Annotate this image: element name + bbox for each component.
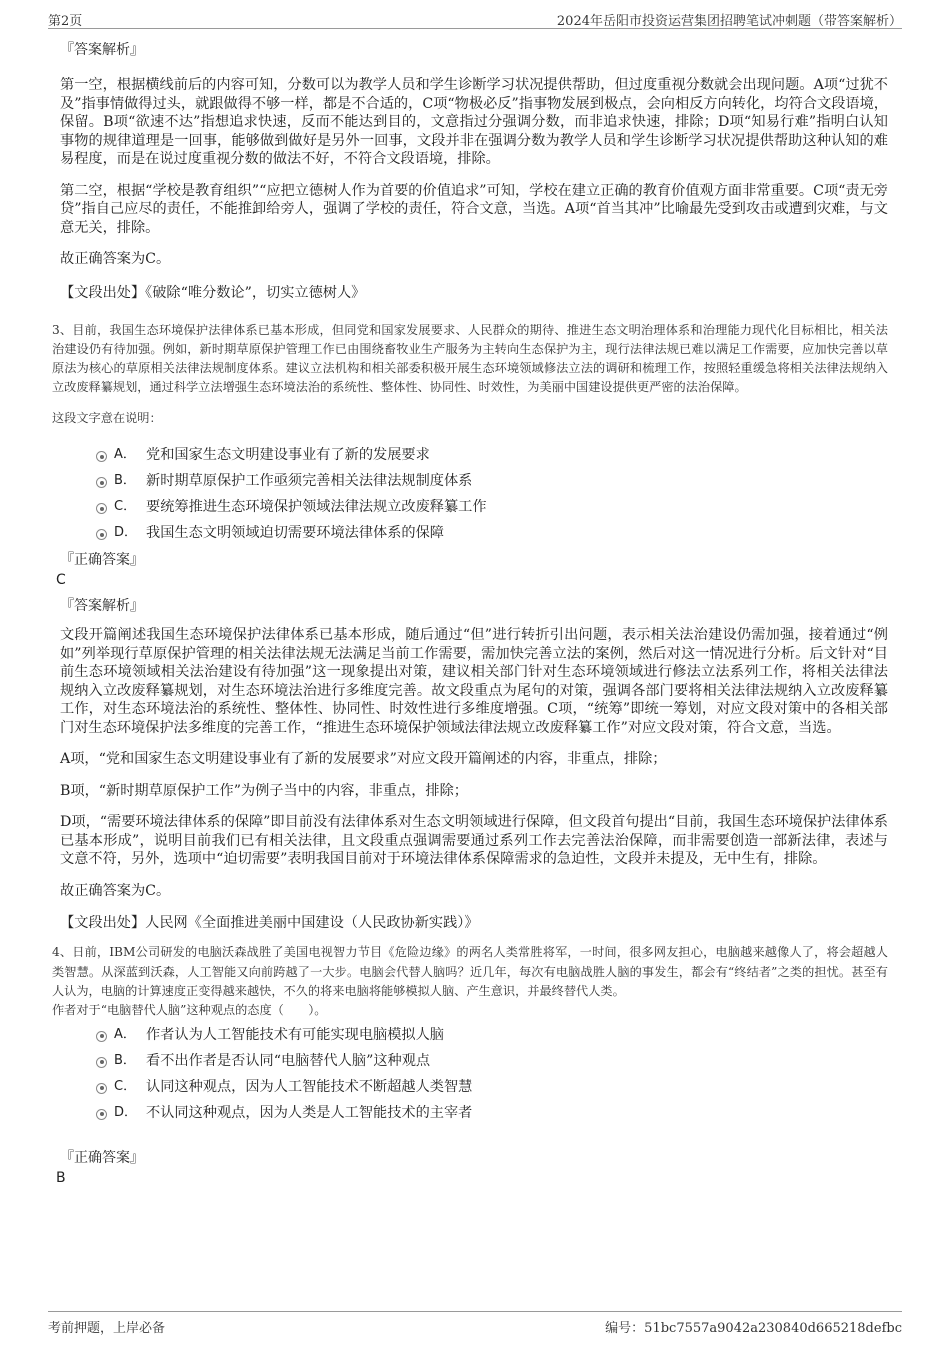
correct-answer-label: 『正确答案』 — [60, 552, 144, 569]
option-b[interactable] — [96, 468, 888, 494]
option-letter: A． — [114, 1026, 136, 1042]
option-letter: B． — [114, 1052, 136, 1068]
option-letter: D． — [114, 525, 138, 541]
option-d[interactable] — [96, 1100, 888, 1126]
answer-statement: 故正确答案为C。 — [60, 251, 171, 267]
source-citation: 【文段出处】人民网《全面推进美丽中国建设（人民政协新实践）》 — [60, 915, 479, 932]
radio-icon[interactable] — [96, 477, 107, 488]
option-letter: B． — [114, 473, 136, 489]
analysis-paragraph: D项，“需要环境法律体系的保障”即目前没有法律体系对生态文明领域进行保障，但文段首句提出“目前，我国生态环境保护法律体系已基本形成”，说明目前我们已有相关法律，且文段重点强调需要通过系列工作去完善法治保障，而非需要创造一部新法律，表述与文意不符，另外，选项中“迫切需要”表明我国目前对于环境法律体系保障需求的急迫性，文段并未提及，无中生有，排除。 — [60, 814, 888, 868]
page-number: 第2页 — [48, 14, 83, 29]
option-list — [56, 1022, 888, 1126]
question-text: 3、目前，我国生态环境保护法律体系已基本形成，但同党和国家发展要求、人民群众的期待、推进生态文明治理体系和治理能力现代化目标相比，相关法治建设仍有待加强。例如，新时期草原保护管理工作已由围绕畜牧业生产服务为主转向生态保护为主，现行法律法规已难以满足工作需要，应加快完善以草原法为核心的草原相关法律法规制度体系。建议立法机构和相关部委积极开展生态环境领域修法立法的调研和梳理工作，按照轻重缓急将相关法律法规纳入立改废释纂规划，通过科学立法增强生态环境法治的系统性、整体性、协同性、时效性，为美丽中国建设提供更严密的法治保障。 — [52, 322, 888, 395]
option-text: 认同这种观点，因为人工智能技术不断超越人类智慧 — [146, 1078, 473, 1095]
option-text: 新时期草原保护工作亟须完善相关法律法规制度体系 — [146, 473, 473, 490]
option-text: 党和国家生态文明建设事业有了新的发展要求 — [146, 447, 430, 464]
analysis-paragraph: 第一空，根据横线前后的内容可知，分数可以为教学人员和学生诊断学习状况提供帮助，但过度重视分数就会出现问题。A项“过犹不及”指事情做得过头，就跟做得不够一样，都是不合适的，C项“物极必反”指事物发展到极点，会向相反方向转化，均符合文段语境，保留。B项“欲速不达”指想追求快速，反而不能达到目的，文意指过分强调分数，而非追求快速，排除；D项“知易行难”指明白认知事物的规律道理是一回事，能够做到做好是另外一回事，文段并非在强调分数为教学人员和学生诊断学习状况提供帮助这种认知的难易程度，而是在说过度重视分数的做法不好，不符合文段语境，排除。 — [60, 77, 888, 167]
option-letter: C． — [114, 499, 137, 515]
document-id: 编号：51bc7557a9042a230840d665218defbc — [605, 1321, 902, 1336]
page-footer — [48, 1311, 902, 1338]
correct-answer: C — [56, 572, 66, 589]
analysis-paragraph: 第二空，根据“学校是教育组织”“应把立德树人作为首要的价值追求”可知，学校在建立正确的教育价值观方面非常重要。C项“责无旁贷”指自己应尽的责任，不能推卸给旁人，强调了学校的责任，符合文意，当选。A项“首当其冲”比喻最先受到攻击或遭到灾难，与文意无关，排除。 — [60, 182, 888, 236]
analysis-label: 『答案解析』 — [60, 598, 144, 615]
document-body — [52, 40, 888, 1194]
question-prompt: 这段文字意在说明： — [52, 411, 162, 426]
option-text: 不认同这种观点，因为人类是人工智能技术的主宰者 — [146, 1104, 473, 1121]
footer-slogan: 考前押题，上岸必备 — [48, 1321, 166, 1336]
radio-icon[interactable] — [96, 503, 107, 514]
analysis-paragraph: 文段开篇阐述我国生态环境保护法律体系已基本形成，随后通过“但”进行转折引出问题，表示相关法治建设仍需加强，接着通过“例如”列举现行草原保护管理的相关法律法规无法满足当前工作需要，需加快完善立法的案例，然后对这一情况进行分析。后文针对“目前生态环境领域相关法治建设有待加强”这一现象提出对策，建议相关部门针对生态环境领域进行修法立法系列工作，将相关法律法规纳入立改废释纂规划，对生态环境法治进行多维度完善。故文段重点为尾句的对策，强调各部门要将相关法律法规纳入立改废释纂工作，对生态环境法治的系统性、整体性、协同性、时效性进行多维度增强。C项，“统筹”即统一筹划，对应文段对策中的各相关部门对生态环境保护法多维度的完善工作，“推进生态环境保护领域法律法规立改废释纂工作”对应文段对策，符合文意，当选。 — [60, 627, 888, 736]
option-text: 作者认为人工智能技术有可能实现电脑模拟人脑 — [146, 1026, 444, 1043]
option-a[interactable] — [96, 442, 888, 468]
option-letter: D． — [114, 1104, 138, 1120]
radio-icon[interactable] — [96, 1083, 107, 1094]
analysis-paragraph: A项，“党和国家生态文明建设事业有了新的发展要求”对应文段开篇阐述的内容，非重点，排除； — [60, 751, 667, 768]
radio-icon[interactable] — [96, 1031, 107, 1042]
analysis-paragraph: B项，“新时期草原保护工作”为例子当中的内容，非重点，排除； — [60, 782, 468, 799]
radio-icon[interactable] — [96, 1109, 107, 1120]
option-b[interactable] — [96, 1048, 888, 1074]
correct-answer-label: 『正确答案』 — [60, 1149, 144, 1166]
option-text: 我国生态文明领域迫切需要环境法律体系的保障 — [146, 525, 444, 542]
radio-icon[interactable] — [96, 529, 107, 540]
option-c[interactable] — [96, 1074, 888, 1100]
question-prompt: 作者对于“电脑替代人脑”这种观点的态度（ ）。 — [52, 1002, 327, 1017]
option-letter: C． — [114, 1078, 137, 1094]
page-header — [48, 8, 902, 29]
correct-answer: B — [56, 1169, 66, 1186]
option-text: 要统筹推进生态环境保护领域法律法规立改废释纂工作 — [146, 499, 487, 516]
answer-statement: 故正确答案为C。 — [60, 882, 171, 899]
option-text: 看不出作者是否认同“电脑替代人脑”这种观点 — [146, 1052, 431, 1069]
option-a[interactable] — [96, 1022, 888, 1048]
option-letter: A． — [114, 447, 136, 463]
radio-icon[interactable] — [96, 1057, 107, 1068]
option-list — [56, 442, 888, 546]
analysis-label: 『答案解析』 — [60, 42, 144, 58]
radio-icon[interactable] — [96, 451, 107, 462]
document-title: 2024年岳阳市投资运营集团招聘笔试冲刺题（带答案解析） — [556, 14, 902, 29]
option-c[interactable] — [96, 494, 888, 520]
option-d[interactable] — [96, 520, 888, 546]
question-text: 4、日前，IBM公司研发的电脑沃森战胜了美国电视智力节目《危险边缘》的两名人类常胜将军，一时间，很多网友担心，电脑越来越像人了，将会超越人类智慧。从深蓝到沃森，人工智能又向前跨越了一大步。电脑会代替人脑吗？近几年，每次有电脑战胜人脑的事发生，都会有“终结者”之类的担忧。甚至有人认为，电脑的计算速度正变得越来越快，不久的将来电脑将能够模拟人脑、产生意识，并最终替代人类。 — [52, 945, 888, 998]
source-citation: 【文段出处】《破除“唯分数论”，切实立德树人》 — [60, 284, 366, 301]
